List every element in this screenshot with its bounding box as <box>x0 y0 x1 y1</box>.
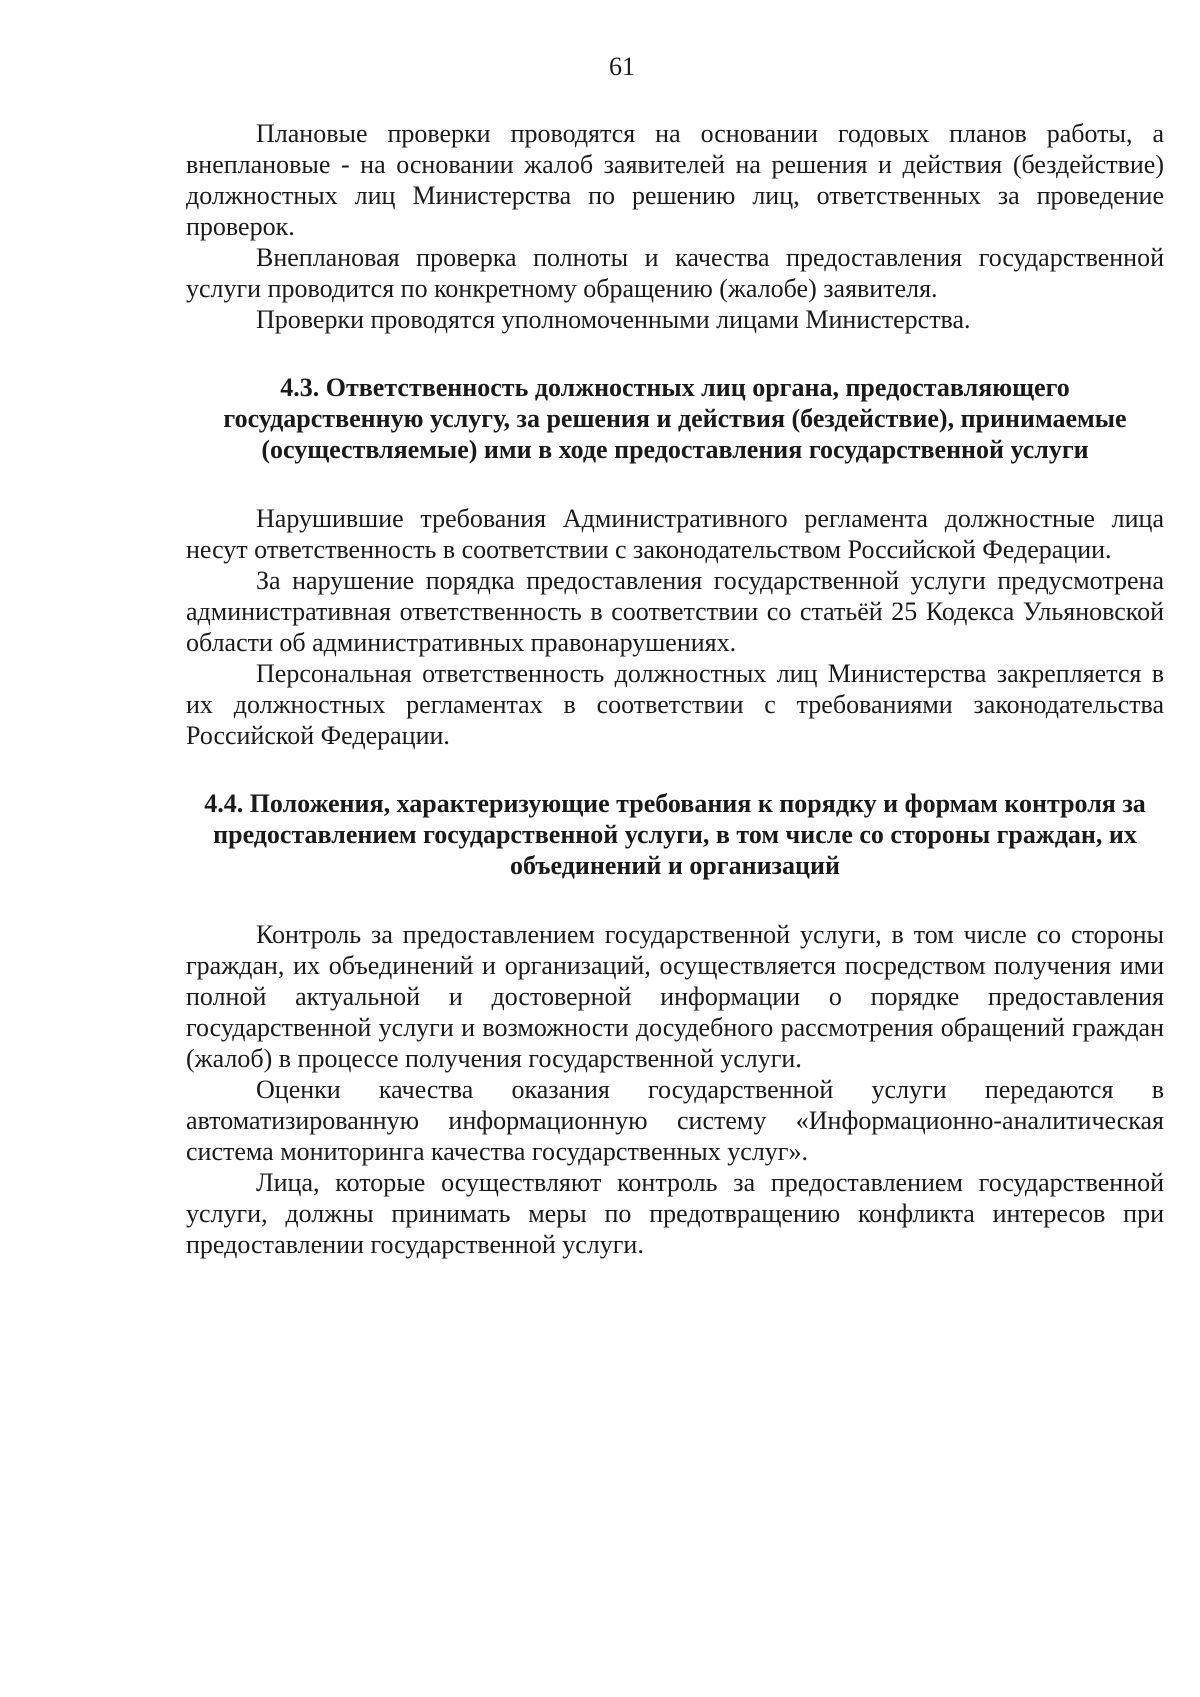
paragraph-scheduled-inspections: Плановые проверки проводятся на основании годовых планов работы, а внеплановые - на основании жалоб заявителей на решения и действия (бездействие) должностных лиц Министерства по решению лиц, ответственных за проведение проверок. <box>186 119 1164 241</box>
paragraph-personal-responsibility: Персональная ответственность должностных лиц Министерства закрепляется в их должностных регламентах в соответствии с требованиями законодательства Российской Федерации. <box>186 659 1164 750</box>
paragraph-control-by-citizens: Контроль за предоставлением государственной услуги, в том числе со стороны граждан, их объединений и организаций, осуществляется посредством получения ими полной актуальной и достоверной информации о порядке предоставления государственной услуги и возможности досудебного рассмотрения обращений граждан (жалоб) в процессе получения государственной услуги. <box>186 920 1164 1073</box>
paragraph-quality-assessment: Оценки качества оказания государственной услуги передаются в автоматизированную информационную систему «Информационно-аналитическая система мониторинга качества государственных услуг». <box>186 1075 1164 1166</box>
paragraph-inspectors: Проверки проводятся уполномоченными лицами Министерства. <box>256 305 971 334</box>
section-heading-4-3: 4.3. Ответственность должностных лиц органа, предоставляющего государственную услугу, за решения и действия (бездействие), принимаемые (осуществляемые) ими в ходе предоставления государственной услуги <box>223 373 1127 464</box>
page-number: 61 <box>609 52 635 81</box>
section-heading-4-4: 4.4. Положения, характеризующие требования к порядку и формам контроля за предоставлением государственной услуги, в том числе со стороны граждан, их объединений и организаций <box>204 789 1146 880</box>
paragraph-responsibility: Нарушившие требования Административного регламента должностные лица несут ответственность в соответствии с законодательством Российской Федерации. <box>186 504 1164 564</box>
paragraph-administrative-liability: За нарушение порядка предоставления государственной услуги предусмотрена административная ответственность в соответствии со статьёй 25 Кодекса Ульяновской области об административных правонарушениях. <box>186 566 1164 657</box>
paragraph-unscheduled-inspection: Внеплановая проверка полноты и качества предоставления государственной услуги проводится по конкретному обращению (жалобе) заявителя. <box>186 243 1164 303</box>
document-body <box>186 118 1164 1260</box>
paragraph-conflict-of-interest: Лица, которые осуществляют контроль за предоставлением государственной услуги, должны принимать меры по предотвращению конфликта интересов при предоставлении государственной услуги. <box>186 1168 1164 1259</box>
